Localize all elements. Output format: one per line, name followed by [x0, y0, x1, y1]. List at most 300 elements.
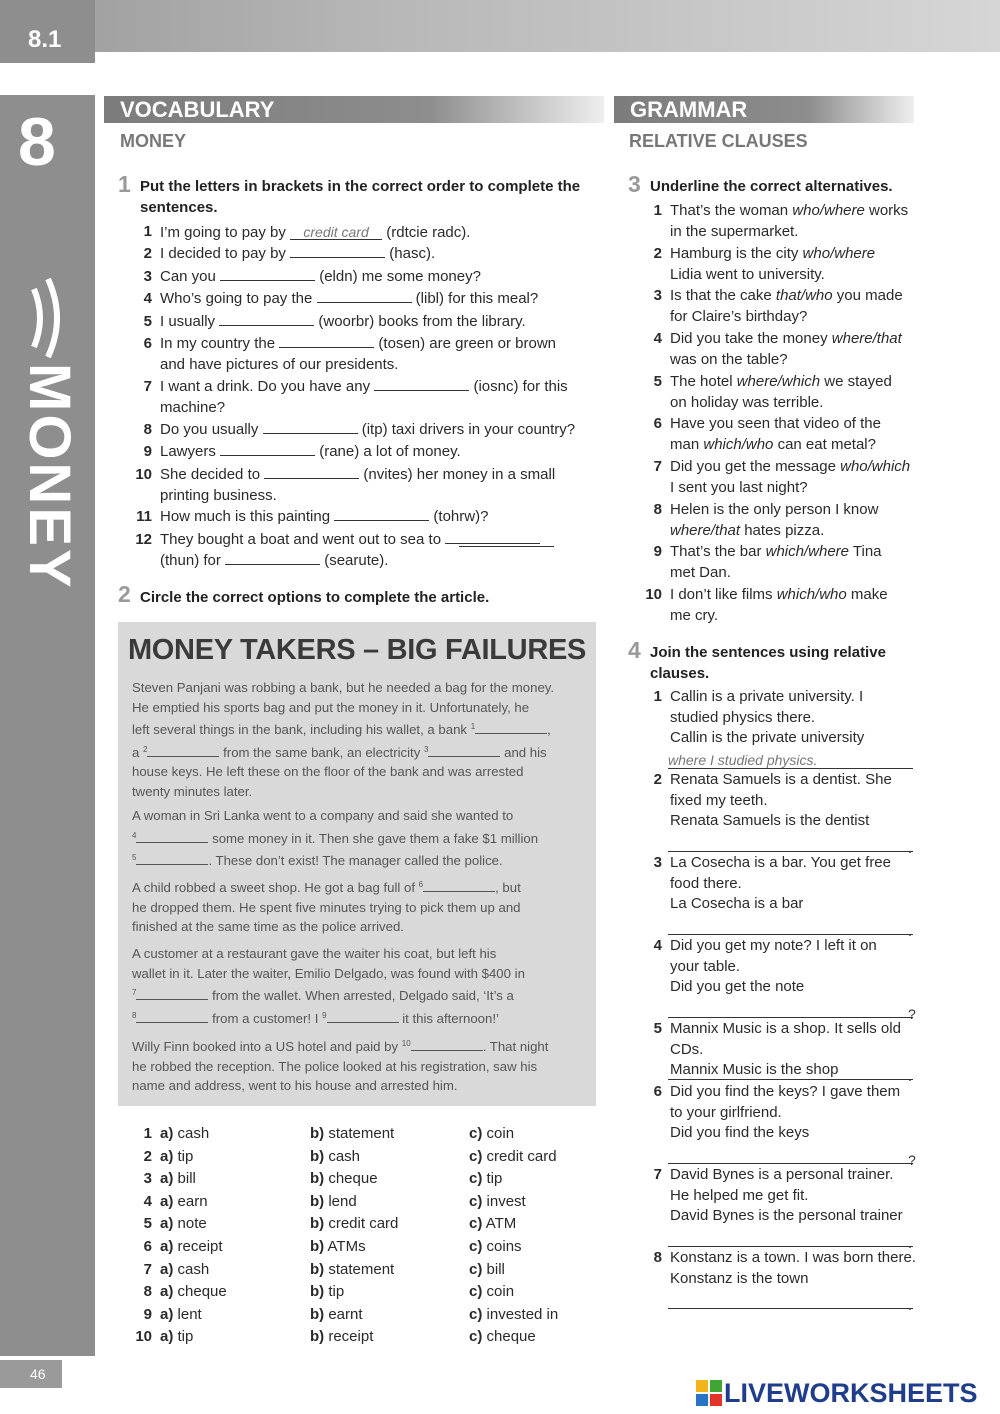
answer-line[interactable] [668, 1146, 913, 1164]
gap-6[interactable] [423, 880, 495, 892]
item-text: I don’t like films [670, 586, 777, 603]
grammar-heading: GRAMMAR [614, 96, 914, 123]
option-number: 1 [143, 1125, 152, 1142]
ex4-item [640, 936, 930, 1022]
item-line [130, 312, 600, 333]
option-text: earn [177, 1192, 208, 1210]
option-b[interactable]: b) ATMs [310, 1238, 366, 1255]
ex3-item [640, 585, 930, 626]
item-number: 7 [653, 1166, 662, 1183]
option-text: tip [177, 1328, 194, 1346]
item-line [640, 350, 930, 371]
article-paragraph-4: A customer at a restaurant gave the waiter his coat, but left his wallet in it. Later the waiter, Emilio Delgado, was found with $400 in $^7$ from the wallet. When arrested, Delgado said, ‘It’s a $^8$ from a customer! I $^9$ it this afternoon!’ [132, 946, 525, 1026]
option-a[interactable]: a) cash [160, 1260, 210, 1278]
item-text: I decided to pay by [160, 245, 286, 262]
article-title: MONEY TAKERS – BIG FAILURES [127, 634, 587, 666]
exercise-2-number: 2 [118, 581, 131, 607]
item-line: La Cosecha is a bar. You get free [670, 854, 891, 871]
item-number: 2 [143, 245, 152, 262]
option-text: earnt [328, 1305, 363, 1323]
item-line [130, 507, 600, 528]
option-number: 9 [143, 1305, 152, 1323]
item-line: studied physics there. [670, 708, 816, 726]
option-a[interactable]: a) cheque [160, 1283, 227, 1301]
item-line [640, 222, 930, 243]
ex1-item [130, 222, 600, 244]
answer-blank[interactable] [290, 244, 385, 258]
item-number: 9 [653, 543, 662, 560]
item-text: The hotel [670, 373, 737, 390]
end-punctuation: . [908, 922, 912, 939]
sound-waves-icon [26, 277, 72, 359]
item-number: 4 [653, 937, 662, 954]
answer-example: where I studied physics. [668, 751, 913, 769]
item-line [130, 267, 600, 288]
item-text: (rdtcie radc). [386, 224, 471, 241]
option-text: bill [177, 1170, 196, 1188]
end-punctuation: ? [908, 1005, 916, 1022]
item-text: Is that the cake [670, 287, 776, 304]
item-line: your table. [670, 957, 741, 975]
item-text: works [864, 202, 909, 219]
option-b[interactable]: b) receipt [310, 1328, 374, 1346]
option-text: receipt [328, 1328, 374, 1346]
item-line [640, 414, 930, 435]
end-punctuation: . [908, 1234, 912, 1251]
option-c[interactable]: c) coins [469, 1238, 522, 1255]
item-line [130, 244, 600, 265]
item-text: Lawyers [160, 443, 216, 460]
item-number: 2 [653, 771, 662, 788]
alternatives[interactable]: that/who [775, 287, 833, 304]
gap-5[interactable] [136, 853, 208, 865]
brand-name: LIVEWORKSHEETS [724, 1378, 978, 1408]
option-text: statement [328, 1125, 395, 1142]
option-c[interactable]: c) bill [469, 1260, 505, 1278]
ex1-item [130, 465, 600, 506]
option-text: note [177, 1215, 207, 1233]
answer-blank[interactable] [334, 507, 429, 521]
item-text: Helen is the only person I know [670, 501, 879, 518]
alternatives[interactable]: who/where [792, 202, 865, 219]
article-paragraph-3: A child robbed a sweet shop. He got a bag full of $^6$ , but he dropped them. He spent five minutes trying to pick them up and finished at the same time as the police arrived. [132, 880, 521, 934]
item-line: fixed my teeth. [670, 791, 768, 809]
ex1-item [130, 244, 600, 265]
option-number: 4 [143, 1192, 152, 1210]
exercise-4-number: 4 [628, 637, 641, 663]
item-text: can eat metal? [773, 435, 876, 453]
item-line [640, 563, 930, 584]
option-c[interactable]: c) credit card [469, 1147, 557, 1165]
gap-7[interactable] [136, 988, 208, 1000]
item-text: on holiday was terrible. [670, 393, 824, 411]
option-a[interactable]: a) tip [160, 1328, 194, 1346]
sidebar-unit-number: 8 [18, 104, 56, 180]
answer-blank[interactable] [220, 267, 315, 281]
option-text: coin [486, 1125, 515, 1142]
item-number: 8 [653, 1249, 662, 1266]
item-line: He helped me get fit. [670, 1186, 809, 1204]
item-number: 4 [143, 290, 152, 307]
option-c[interactable]: c) invest [469, 1192, 526, 1210]
exercise-4-instruction: Join the sentences using relative clauses. [650, 644, 886, 682]
item-line [640, 201, 930, 222]
unit-number: 8.1 [0, 0, 95, 63]
option-text: lent [177, 1305, 202, 1323]
item-line: food there. [670, 874, 742, 892]
item-text: I want a drink. Do you have any [160, 378, 371, 395]
option-c[interactable]: c) cheque [469, 1328, 536, 1346]
item-line: Callin is a private university. I [670, 688, 864, 705]
gap-2[interactable] [147, 745, 219, 757]
item-line [640, 265, 930, 286]
item-text: I usually [160, 313, 216, 330]
item-line [130, 465, 600, 486]
option-a[interactable]: a) cash [160, 1125, 210, 1142]
option-b[interactable]: b) lend [310, 1192, 357, 1210]
alternatives[interactable]: where/that [831, 330, 902, 347]
option-a[interactable]: a) earn [160, 1192, 208, 1210]
item-line [640, 500, 930, 521]
item-line [130, 420, 600, 441]
option-a[interactable]: a) bill [160, 1170, 196, 1188]
item-number: 3 [143, 268, 152, 285]
item-line: David Bynes is the personal trainer [670, 1207, 903, 1224]
item-number: 5 [143, 313, 152, 330]
option-c[interactable]: c) invested in [469, 1305, 559, 1323]
option-text: tip [177, 1147, 194, 1165]
item-number: 11 [136, 508, 152, 525]
ex4-item [640, 1165, 930, 1251]
ex3-item [640, 542, 930, 583]
exercise-2-instruction: Circle the correct options to complete the article. [140, 589, 490, 606]
item-text: Who’s going to pay the [160, 290, 313, 307]
item-line [130, 355, 600, 376]
alternatives[interactable]: where/which [736, 373, 821, 390]
alternatives[interactable]: which/who [776, 586, 847, 603]
item-line [640, 585, 930, 606]
alternatives[interactable]: who/where [802, 245, 876, 262]
vocabulary-heading: VOCABULARY [104, 96, 604, 123]
item-line [640, 478, 930, 499]
item-text: Have you seen that video of the [670, 415, 881, 432]
item-number: 10 [645, 586, 662, 603]
option-text: credit card [328, 1215, 399, 1233]
item-text: Did you take the money [670, 330, 832, 347]
grammar-subtitle: RELATIVE CLAUSES [629, 131, 808, 151]
end-punctuation: . [908, 1297, 912, 1313]
vocabulary-subtitle: MONEY [120, 131, 187, 151]
item-line: Did you find the keys? I gave them [670, 1083, 901, 1100]
gap-10[interactable] [411, 1039, 483, 1051]
option-number: 6 [143, 1238, 152, 1255]
option-b[interactable]: b) credit card [310, 1215, 399, 1233]
exercise-3-instruction: Underline the correct alternatives. [650, 178, 893, 195]
ex3-item [640, 372, 930, 413]
item-line [130, 334, 600, 355]
gap-1[interactable] [475, 722, 547, 734]
option-b[interactable]: b) cash [310, 1147, 361, 1165]
ex1-item [130, 442, 600, 463]
option-text: cash [177, 1260, 210, 1278]
option-text: coins [486, 1238, 522, 1255]
item-line: Konstanz is a town. I was born there. [670, 1249, 916, 1266]
item-number: 4 [653, 330, 662, 347]
ex1-item [130, 289, 600, 310]
item-number: 1 [653, 202, 662, 219]
item-text: me cry. [670, 606, 719, 624]
item-line: Konstanz is the town [670, 1269, 809, 1287]
item-text: machine? [160, 398, 226, 416]
item-line [640, 542, 930, 563]
ex1-item [130, 334, 600, 375]
option-c[interactable]: c) coin [469, 1283, 515, 1301]
answer-blank[interactable] [220, 442, 315, 456]
option-text: coin [486, 1283, 515, 1301]
item-line [130, 551, 600, 572]
item-text: in the supermarket. [670, 222, 799, 240]
option-text: ATM [485, 1215, 517, 1233]
item-number: 9 [143, 443, 152, 460]
answer-line[interactable] [668, 1229, 913, 1247]
option-b[interactable]: b) tip [310, 1283, 345, 1301]
item-line [640, 372, 930, 393]
option-text: bill [486, 1260, 505, 1278]
item-text: (tohrw)? [433, 508, 489, 525]
item-text: That’s the bar [670, 543, 766, 560]
gap-3[interactable] [428, 745, 500, 757]
option-text: ATMs [327, 1238, 366, 1255]
ex3-item [640, 500, 930, 541]
exercise-3-number: 3 [628, 171, 641, 197]
item-line: Callin is the private university [670, 729, 865, 746]
item-line: La Cosecha is a bar [670, 895, 804, 912]
article-paragraph-5: Willy Finn booked into a US hotel and paid by $^{10}$ . That night he robbed the reception. The police looked at his registration, saw his name and address, went to his house and arrested him. [132, 1039, 549, 1093]
ex1-item [130, 507, 600, 528]
item-line [640, 435, 930, 456]
answer-blank[interactable] [279, 334, 374, 348]
answer-line[interactable] [668, 1062, 913, 1080]
answer-line[interactable] [668, 834, 913, 852]
item-text: make [846, 586, 888, 603]
ex4-item [640, 1019, 930, 1084]
alternatives[interactable]: which/where [765, 543, 849, 560]
item-line: Did you get my note? I left it on [670, 937, 877, 954]
item-line [640, 329, 930, 350]
answer-blank[interactable] [263, 420, 358, 434]
answer-blank[interactable] [264, 465, 359, 479]
option-text: lend [328, 1192, 357, 1210]
option-text: tip [486, 1170, 503, 1188]
alternatives[interactable]: which/who [703, 435, 774, 453]
option-a[interactable]: a) lent [160, 1305, 202, 1323]
ex1-item [130, 420, 600, 441]
item-line [640, 393, 930, 414]
answer-blank[interactable] [225, 551, 320, 565]
exercise-1-instruction: Put the letters in brackets in the correct order to complete the sentences. [140, 178, 581, 216]
item-text: (woorbr) books from the library. [318, 313, 526, 330]
sidebar-unit-title: MONEY [17, 363, 82, 591]
end-punctuation: . [908, 839, 912, 856]
option-text: cash [328, 1147, 361, 1165]
option-a[interactable]: a) note [160, 1215, 207, 1233]
answer-blank[interactable] [219, 312, 314, 326]
option-number: 2 [143, 1147, 152, 1165]
item-line [130, 289, 600, 310]
item-text: and have pictures of our presidents. [160, 355, 399, 373]
option-b[interactable]: b) earnt [310, 1305, 363, 1323]
alternatives[interactable]: who/which [840, 458, 911, 475]
item-number: 12 [135, 531, 152, 548]
gap-4[interactable] [136, 831, 208, 843]
item-text: That’s the woman [670, 202, 793, 219]
item-text: Tina [849, 543, 882, 560]
item-text: Can you [160, 268, 216, 285]
item-line [640, 307, 930, 328]
option-text: cheque [486, 1328, 536, 1346]
page-number: 46 [0, 1360, 62, 1388]
item-text: (itp) taxi drivers in your country? [361, 421, 576, 438]
article-box [118, 622, 596, 1106]
item-line [640, 244, 930, 265]
item-line [640, 521, 930, 542]
item-text: hates pizza. [740, 521, 825, 539]
option-number: 5 [143, 1215, 152, 1233]
item-number: 2 [653, 245, 662, 262]
item-line [640, 286, 930, 307]
answer-example: credit card [290, 222, 382, 240]
ex4-item [640, 1248, 930, 1313]
option-b[interactable]: b) cheque [310, 1170, 378, 1188]
answer-blank[interactable] [374, 377, 469, 391]
option-text: cheque [328, 1170, 378, 1188]
answer-line[interactable] [668, 1000, 913, 1018]
item-number: 10 [135, 466, 152, 483]
gap-8[interactable] [136, 1011, 208, 1023]
ex1-item [130, 267, 600, 288]
ex1-item [130, 377, 600, 418]
item-text: met Dan. [670, 563, 731, 581]
item-text: Lidia went to university. [670, 265, 825, 283]
ex3-item [640, 414, 930, 455]
item-text: (searute). [324, 551, 389, 569]
option-text: receipt [177, 1238, 223, 1255]
item-text: (tosen) are green or brown [378, 335, 556, 352]
item-text: (nvites) her money in a small [363, 466, 556, 483]
ex3-item [640, 329, 930, 370]
item-line: Did you find the keys [670, 1124, 810, 1141]
option-a[interactable]: a) tip [160, 1147, 194, 1165]
item-text: I sent you last night? [670, 478, 808, 496]
ex3-item [640, 457, 930, 498]
item-text: (thun) for [160, 551, 221, 569]
item-text: Do you usually [160, 421, 259, 438]
option-a[interactable]: a) receipt [160, 1238, 223, 1255]
item-number: 5 [653, 1020, 662, 1037]
option-b[interactable]: b) statement [310, 1125, 395, 1142]
item-number: 3 [653, 287, 662, 304]
item-text: (libl) for this meal? [415, 290, 539, 307]
item-text: for Claire’s birthday? [670, 307, 808, 325]
answer-line[interactable] [668, 917, 913, 935]
item-line [130, 398, 600, 419]
item-text: She decided to [160, 466, 261, 483]
ex3-item [640, 201, 930, 242]
ex4-item [640, 853, 930, 939]
item-text: They bought a boat and went out to sea to [160, 531, 442, 548]
item-number: 5 [653, 373, 662, 390]
item-line: Mannix Music is a shop. It sells old CDs. [670, 1020, 901, 1058]
top-bar [0, 0, 1000, 52]
option-text: credit card [486, 1147, 557, 1165]
item-text: (hasc). [389, 245, 436, 262]
option-text: tip [328, 1283, 345, 1301]
ex4-item [640, 770, 930, 856]
item-line: Renata Samuels is the dentist [670, 812, 870, 829]
answer-blank[interactable] [317, 289, 412, 303]
option-number: 7 [143, 1260, 152, 1278]
article-paragraph-2: A woman in Sri Lanka went to a company and said she wanted to $^4$ some money in it. Then she gave them a fake $1 million $^5$ . These don’t exist! The manager called the police. [132, 808, 539, 868]
item-line [130, 377, 600, 398]
item-number: 6 [653, 1083, 662, 1100]
article-paragraph-1: Steven Panjani was robbing a bank, but he needed a bag for the money. He emptied his sports bag and put the money in it. Unfortunately, he left several things in the bank, including his wallet, a bank $^1$ , a $^2$ from the same bank, an electricity $^3$ and his house keys. He left these on the floor of the bank and was arrested twenty minutes later. [132, 680, 555, 799]
option-c[interactable]: c) tip [469, 1170, 503, 1188]
item-text: How much is this painting [160, 508, 331, 525]
item-number: 7 [653, 458, 662, 475]
option-text: cheque [177, 1283, 227, 1301]
item-line: to your girlfriend. [670, 1103, 782, 1121]
item-line: Mannix Music is the shop [670, 1061, 839, 1078]
item-text: (eldn) me some money? [319, 268, 481, 285]
item-text: (iosnc) for this [473, 378, 568, 395]
option-text: statement [328, 1260, 395, 1278]
option-text: invested in [486, 1305, 559, 1323]
option-number: 8 [143, 1283, 152, 1301]
item-number: 1 [143, 223, 152, 240]
item-line [130, 486, 600, 507]
alternatives[interactable]: where/that [670, 521, 741, 539]
item-text: man [670, 435, 704, 453]
item-line [130, 222, 600, 244]
item-text: you made [832, 287, 903, 304]
option-c[interactable]: c) coin [469, 1125, 515, 1142]
ex4-item [640, 687, 930, 768]
item-number: 8 [653, 501, 662, 518]
answer-blank[interactable] [459, 533, 554, 547]
item-line: Did you get the note [670, 978, 805, 995]
item-number: 6 [143, 335, 152, 352]
item-number: 6 [653, 415, 662, 432]
item-text: Hamburg is the city [670, 245, 803, 262]
end-punctuation: . [908, 1068, 912, 1084]
ex4-item [640, 1082, 930, 1168]
answer-line[interactable] [668, 1291, 913, 1309]
item-line [130, 442, 600, 463]
option-text: invest [486, 1192, 526, 1210]
item-text: Did you get the message [670, 458, 841, 475]
item-text: we stayed [820, 373, 892, 390]
option-c[interactable]: c) ATM [469, 1215, 517, 1233]
exercise-1-number: 1 [118, 171, 131, 197]
liveworksheets-logo-icon [696, 1380, 722, 1406]
sidebar [0, 95, 95, 1356]
item-text: (rane) a lot of money. [319, 443, 461, 460]
option-b[interactable]: b) statement [310, 1260, 395, 1278]
item-text: was on the table? [670, 350, 788, 368]
item-line [640, 606, 930, 627]
item-number: 7 [143, 378, 152, 395]
gap-9[interactable] [327, 1011, 399, 1023]
